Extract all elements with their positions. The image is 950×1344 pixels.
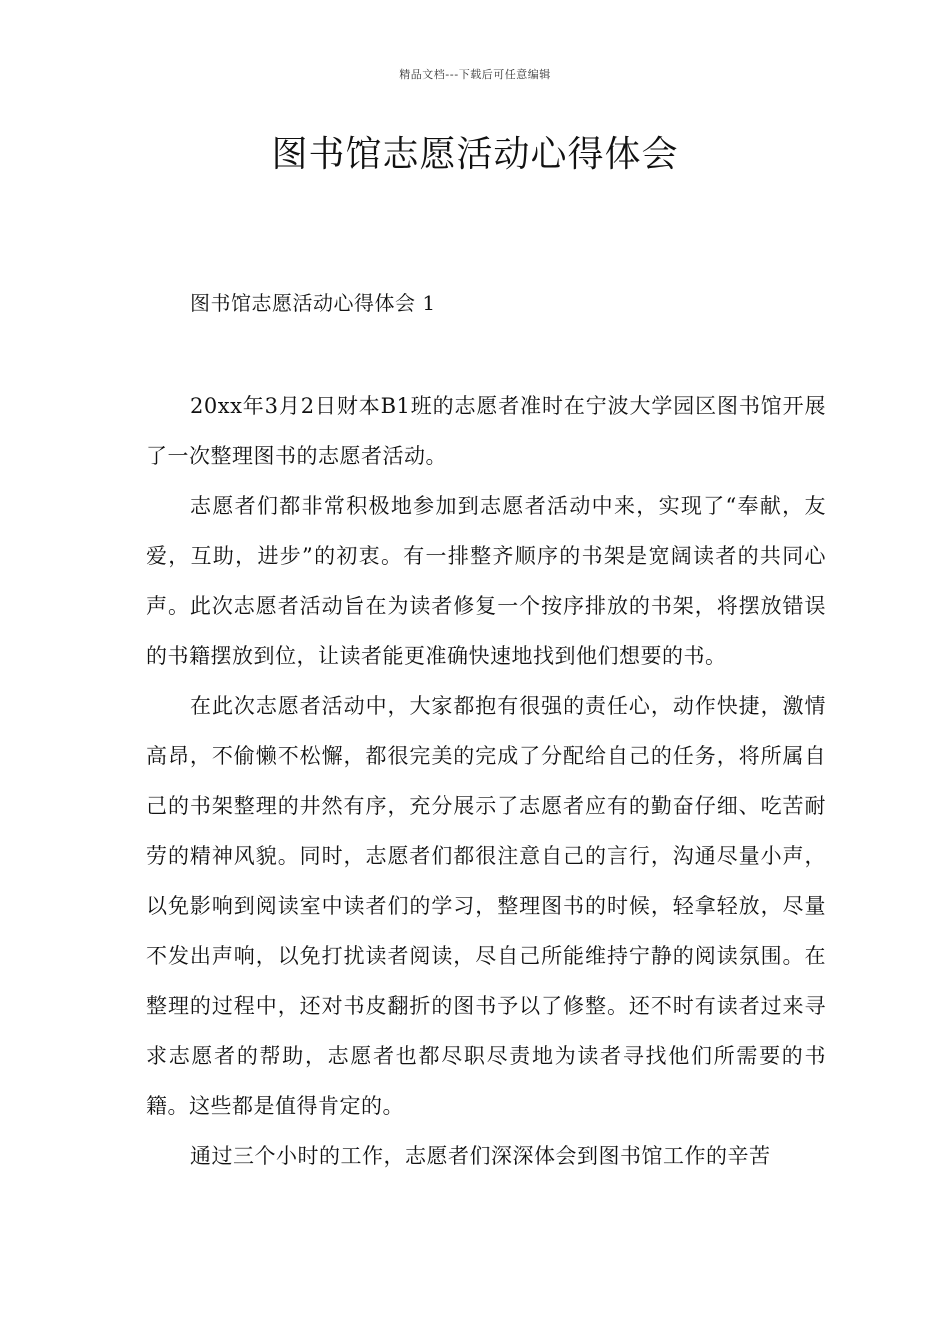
paragraph: 志愿者们都非常积极地参加到志愿者活动中来，实现了“奉献，友爱，互助，进步”的初衷。有一排整齐顺序的书架是宽阔读者的共同心声。此次志愿者活动旨在为读者修复一个按序排放的书架，将摆放错误的书籍摆放到位，让读者能更准确快速地找到他们想要的书。 [146, 494, 826, 668]
paragraph: 20xx年3月2日财本B1班的志愿者准时在宁波大学园区图书馆开展了一次整理图书的志愿者活动。 [146, 394, 826, 468]
header-note: 精品文档---下载后可任意编辑 [399, 68, 551, 81]
document-body [146, 381, 826, 1181]
document-title: 图书馆志愿活动心得体会 [271, 134, 679, 175]
paragraph: 通过三个小时的工作，志愿者们深深体会到图书馆工作的辛苦 [190, 1144, 771, 1168]
paragraph: 在此次志愿者活动中，大家都抱有很强的责任心，动作快捷，激情高昂，不偷懒不松懈，都很完美的完成了分配给自己的任务，将所属自己的书架整理的井然有序，充分展示了志愿者应有的勤奋仔细、吃苦耐劳的精神风貌。同时，志愿者们都很注意自己的言行，沟通尽量小声，以免影响到阅读室中读者们的学习，整理图书的时候，轻拿轻放，尽量不发出声响，以免打扰读者阅读，尽自己所能维持宁静的阅读氛围。在整理的过程中，还对书皮翻折的图书予以了修整。还不时有读者过来寻求志愿者的帮助，志愿者也都尽职尽责地为读者寻找他们所需要的书籍。这些都是值得肯定的。 [146, 694, 826, 1118]
section-subheading: 图书馆志愿活动心得体会 1 [190, 291, 436, 315]
